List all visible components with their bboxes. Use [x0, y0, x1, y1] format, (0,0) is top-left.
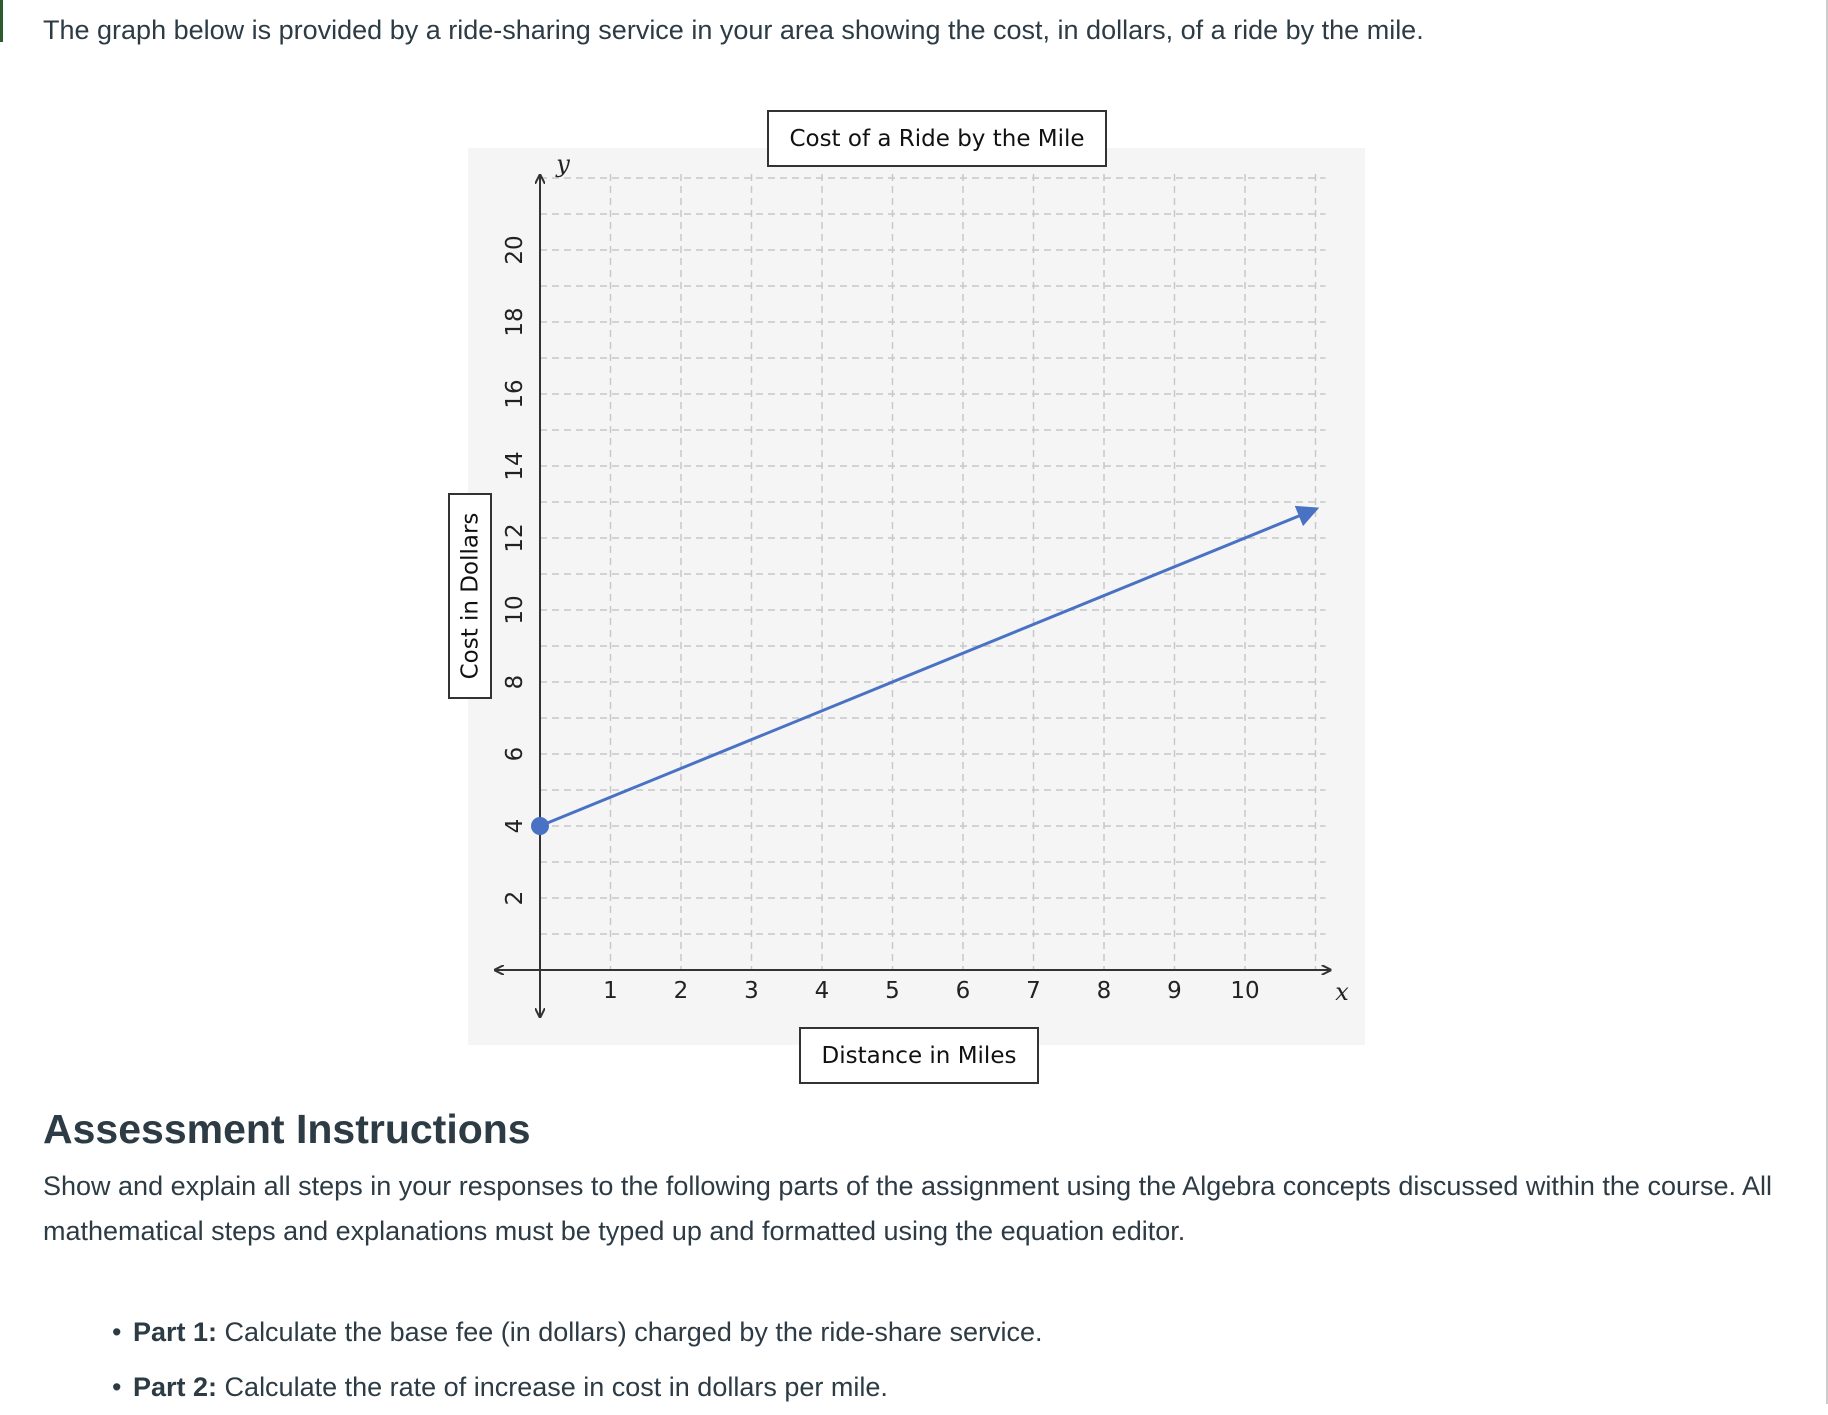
- x-tick-label: 6: [955, 978, 971, 1004]
- bullet-icon: •: [112, 1372, 122, 1402]
- y-tick-label: 8: [502, 674, 528, 690]
- intro-text: The graph below is provided by a ride-sharing service in your area showing the cost, in dollars, of a ride by the mile.: [43, 15, 1424, 45]
- chart-title: Cost of a Ride by the Mile: [767, 110, 1107, 167]
- y-tick-label: 18: [502, 307, 528, 337]
- part-text: Calculate the rate of increase in cost in dollars per mile.: [217, 1372, 888, 1402]
- bullet-icon: •: [112, 1317, 122, 1347]
- x-tick-label: 2: [673, 978, 689, 1004]
- x-tick-label: 10: [1230, 978, 1260, 1004]
- data-point-start: [531, 817, 549, 835]
- y-tick-label: 14: [502, 451, 528, 481]
- x-tick-label: 1: [603, 978, 618, 1004]
- assessment-heading: Assessment Instructions: [43, 1106, 531, 1152]
- y-axis-label-box: [448, 493, 492, 699]
- plot-background: [468, 148, 1365, 1045]
- y-tick-label: 4: [502, 818, 528, 834]
- x-tick-label: 4: [814, 978, 830, 1004]
- parts-list: [112, 1305, 1042, 1415]
- y-tick-label: 2: [502, 890, 528, 906]
- y-tick-label: 6: [502, 746, 528, 762]
- list-item: [112, 1360, 1042, 1415]
- x-tick-label: 3: [744, 978, 759, 1004]
- y-tick-label: 10: [502, 595, 528, 625]
- y-tick-label: 16: [502, 379, 528, 409]
- list-item: [112, 1305, 1042, 1360]
- part-text: Calculate the base fee (in dollars) charged by the ride-share service.: [217, 1317, 1043, 1347]
- y-axis-label: Cost in Dollars: [457, 512, 484, 680]
- y-tick-label: 20: [502, 235, 528, 265]
- x-tick-label: 9: [1167, 978, 1182, 1004]
- part-label: Part 2:: [133, 1372, 218, 1402]
- y-tick-label: 12: [502, 523, 528, 553]
- part-label: Part 1:: [133, 1317, 218, 1347]
- x-axis-label: Distance in Miles: [799, 1027, 1039, 1084]
- assessment-paragraph: Show and explain all steps in your responses to the following parts of the assignment using the Algebra concepts discussed within the course. All mathematical steps and explanations must be typed up and formatted using the equation editor.: [43, 1171, 1773, 1246]
- x-tick-label: 8: [1096, 978, 1112, 1004]
- x-axis-symbol: x: [1335, 978, 1349, 1006]
- y-axis-symbol: y: [556, 150, 570, 178]
- x-tick-label: 7: [1026, 978, 1041, 1004]
- x-tick-label: 5: [885, 978, 900, 1004]
